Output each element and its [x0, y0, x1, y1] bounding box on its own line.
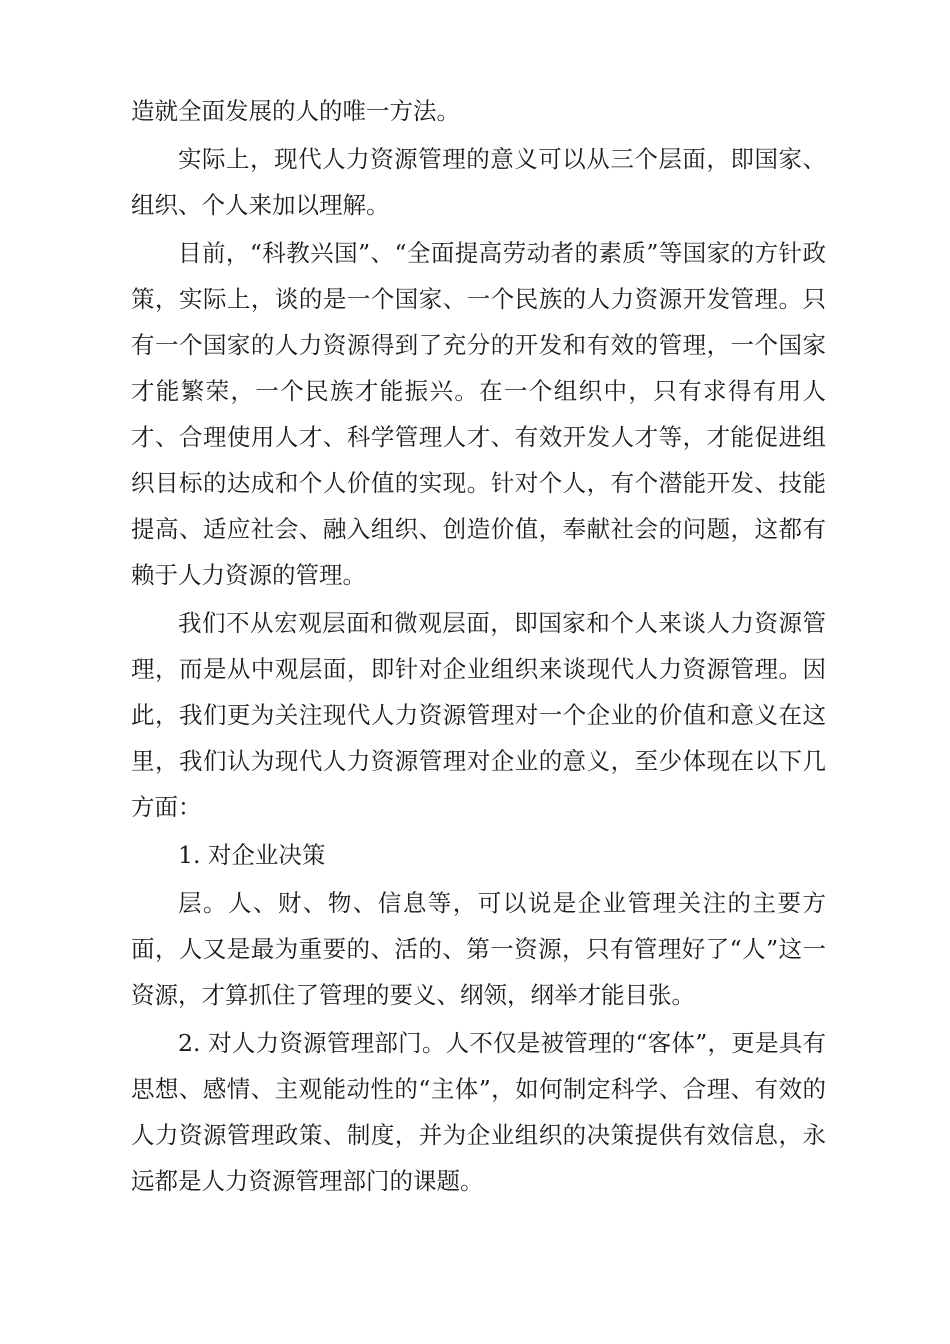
paragraph-3: 目前，“科教兴国”、“全面提高劳动者的素质”等国家的方针政策，实际上，谈的是一个国家、一个民族的人力资源开发管理。只有一个国家的人力资源得到了充分的开发和有效的管理，一个国家才能繁荣，一个民族才能振兴。在一个组织中，只有求得有用人才、合理使用人才、科学管理人才、有效开发人才等，才能促进组织目标的达成和个人价值的实现。针对个人，有个潜能开发、技能提高、适应社会、融入组织、创造价值，奉献社会的问题，这都有赖于人力资源的管理。	[131, 239, 826, 589]
paragraph-2: 实际上，现代人力资源管理的意义可以从三个层面，即国家、组织、个人来加以理解。	[131, 145, 826, 219]
document-body	[131, 88, 826, 1204]
paragraph-1: 造就全面发展的人的唯一方法。	[131, 97, 460, 125]
list-item-1-heading: 1. 对企业决策	[178, 841, 326, 869]
paragraph-4: 我们不从宏观层面和微观层面，即国家和个人来谈人力资源管理，而是从中观层面，即针对企业组织来谈现代人力资源管理。因此，我们更为关注现代人力资源管理对一个企业的价值和意义在这里，我们认为现代人力资源管理对企业的意义，至少体现在以下几方面：	[131, 609, 826, 821]
list-item-2: 2. 对人力资源管理部门。人不仅是被管理的“客体”，更是具有思想、感情、主观能动性的“主体”，如何制定科学、合理、有效的人力资源管理政策、制度，并为企业组织的决策提供有效信息，永远都是人力资源管理部门的课题。	[131, 1029, 826, 1195]
paragraph-6: 层。人、财、物、信息等，可以说是企业管理关注的主要方面，人又是最为重要的、活的、第一资源，只有管理好了“人”这一资源，才算抓住了管理的要义、纲领，纲举才能目张。	[131, 889, 826, 1009]
